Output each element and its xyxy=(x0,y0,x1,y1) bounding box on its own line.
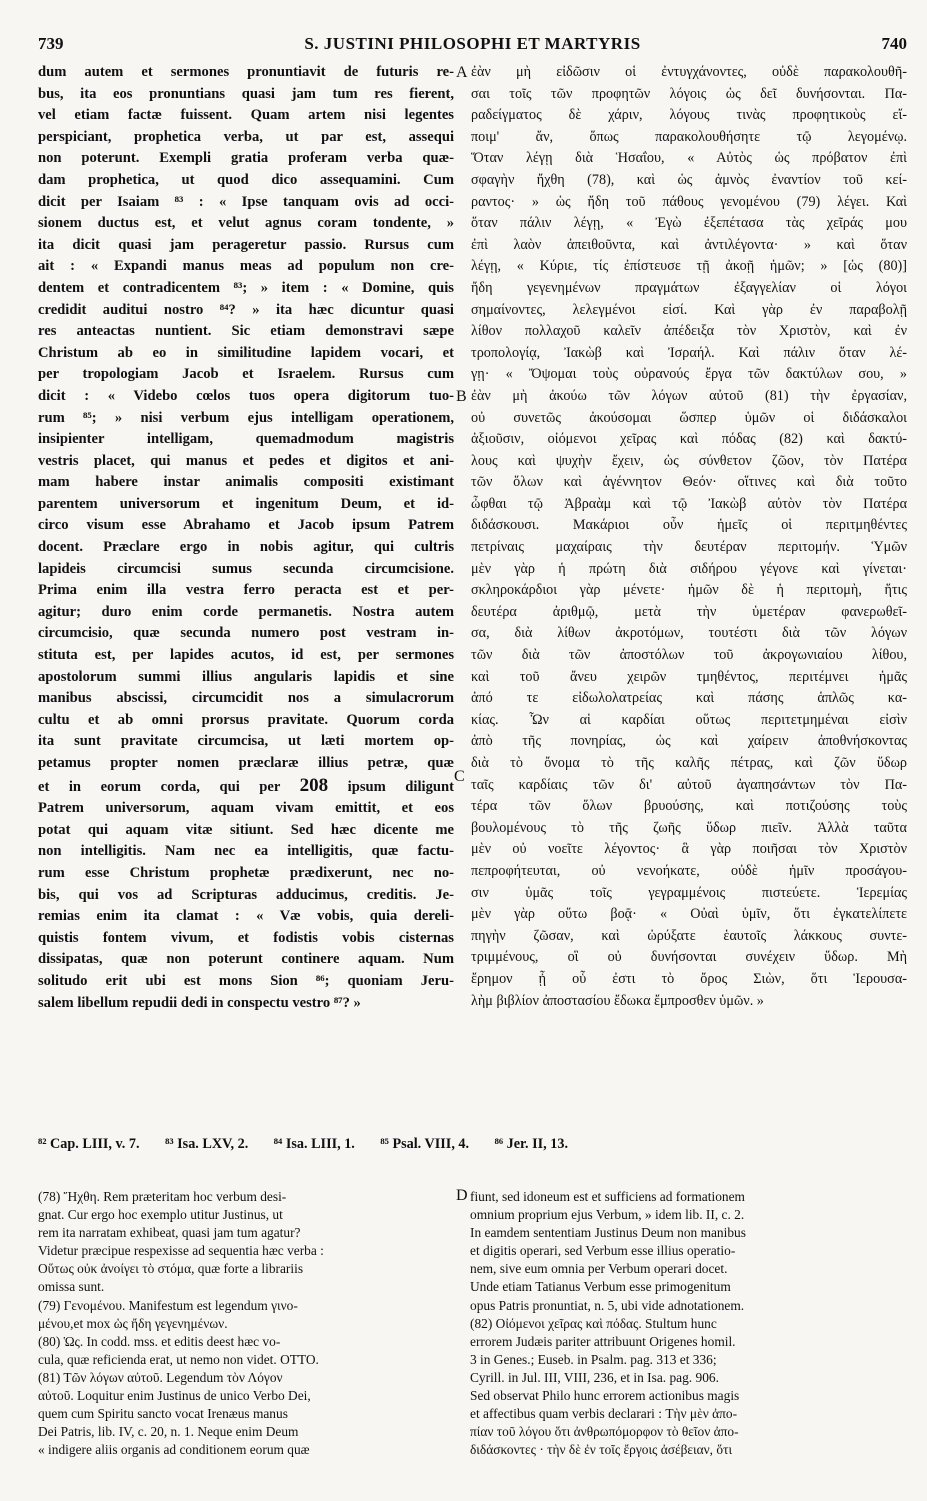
footnote-line: gnat. Cur ergo hoc exemplo utitur Justinus, ut xyxy=(38,1207,283,1223)
greek-line: Ὅταν λέγῃ διὰ Ἡσαΐου, « Αὐτὸς ὡς πρόβατον ἐπὶ xyxy=(471,150,907,167)
margin-marker-b: B xyxy=(456,388,467,405)
greek-line: μὲν γὰρ οὕτω βοᾷ· « Οὐαὶ ὑμῖν, ὅτι ἐγκατελίπετε xyxy=(471,906,907,923)
latin-line: stituta est, per lapides acutos, id est, per sermones xyxy=(38,647,454,664)
greek-line: οὐ συνετῶς ἀκούσομαι ὥσπερ ὑμῶν οἱ διδάσκαλοι xyxy=(471,409,907,426)
latin-line: non intelligitis. Nam nec ea intelligitis, quæ factu- xyxy=(38,843,454,860)
greek-line: ἐπὶ λαὸν ἀπειθοῦντα, καὶ ἀντιλέγοντα· » καὶ ὅταν xyxy=(471,236,907,253)
margin-marker-d: D xyxy=(456,1187,468,1204)
greek-line: ἐὰν μὴ ἀκούω τῶν λόγων αὐτοῦ (81) τὴν ἐργασίαν, xyxy=(471,387,907,404)
latin-line: agitur; duro enim corde permanetis. Nostra autem xyxy=(38,603,454,620)
latin-line: dissipatas, quæ non poterunt continere aquam. Num xyxy=(38,951,454,968)
footnotes-left xyxy=(38,1188,456,1459)
greek-line: σιν ὑμᾶς τοῖς γεγραμμένοις πιστεύετε. Ἱερεμίας xyxy=(471,884,907,901)
greek-line: σαι τοῖς τῶν προφητῶν λόγοις ὡς δεῖ δυνήσονται. Πα- xyxy=(471,85,907,102)
greek-line: σκληροκάρδιοι γὰρ μένετε· ἡμῶν δὲ ἡ περιτομὴ, ἥτις xyxy=(471,582,907,599)
greek-line: τριμμένους, οἳ οὐ δυνήσονται συνέχειν ὕδωρ. Μὴ xyxy=(471,949,907,966)
footnote-line: opus Patris pronuntiat, n. 5, ubi vide adnotationem. xyxy=(470,1297,745,1313)
greek-column xyxy=(471,62,907,1012)
latin-line: mam habere instar animalis compositi existimant xyxy=(38,474,454,491)
latin-line: credidit auditui nostro ⁸⁴? » ita hæc dicuntur quasi xyxy=(38,301,454,318)
greek-line: τῶν διὰ τῶν ἀποστόλων τοῦ ἀκρογωνιαίου λίθου, xyxy=(471,647,907,664)
greek-line: ἀπὸ τῆς πονηρίας, ὡς καὶ χαίρειν ἀποθνήσκοντας xyxy=(471,733,907,750)
footnote-line: Dei Patris, lib. IV, c. 20, n. 1. Neque enim Deum xyxy=(38,1424,299,1440)
greek-line: ραδείγματος δὲ χάριν, λόγους τινὰς προφητικοὺς εἴ- xyxy=(471,107,907,124)
greek-line: ραντος· » ὡς ἤδη τοῦ πάθους γενομένου (79) λέγει. Καὶ xyxy=(471,193,907,210)
greek-line: πηγὴν ζῶσαν, καὶ ὠρύξατε ἑαυτοῖς λάκκους συντε- xyxy=(471,927,907,944)
greek-line: ὅταν πάλιν λέγῃ, « Ἐγὼ ἐξεπέτασα τὰς χεῖράς μου xyxy=(471,215,907,232)
greek-line: πεπροφήτευται, οὐ νενοήκατε, οὐδὲ ἡμῖν προσάγου- xyxy=(471,862,907,879)
latin-line: rum esse Christum prophetæ prædixerunt, nec no- xyxy=(38,864,454,881)
footnote-line: fiunt, sed idoneum est et sufficiens ad formationem xyxy=(470,1189,745,1204)
scripture-references xyxy=(38,1136,907,1153)
greek-line: καὶ τοῦ ἄνευ χειρῶν τμηθέντος, περιτέμνει ἡμᾶς xyxy=(471,668,907,685)
latin-line: docent. Præclare ergo in nobis agitur, qui cultris xyxy=(38,539,454,556)
latin-line: vestris placet, qui manus et pedes et digitos et ani- xyxy=(38,452,454,469)
greek-line: ποιμ' ἄν, ὅπως παρακολουθήσητε τῷ λεγομένῳ. xyxy=(471,128,907,145)
inline-page-number: 208 xyxy=(299,774,329,796)
footnote-line: πίαν τοῦ λόγου ὅτι ἀνθρωπόμορφον τὸ θεῖον ἀπο- xyxy=(470,1424,739,1440)
footnote-line: (80) Ὡς. In codd. mss. et editis deest hæc vo- xyxy=(38,1333,281,1349)
latin-line: lapideis circumcisi sumus secunda circumcisione. xyxy=(38,560,454,577)
greek-line: πετρίναις μαχαίραις τὴν δευτέραν περιτομήν. Ὑμῶν xyxy=(471,539,907,556)
footnote-line: (82) Οἰόμενοι χεῖρας καὶ πόδας. Stultum hunc xyxy=(470,1315,717,1331)
reference-item: ⁸⁴ Isa. LIII, 1. xyxy=(273,1136,355,1152)
greek-line: τροπολογίᾳ, Ἰακὼβ καὶ Ἰσραήλ. Καὶ πάλιν ὅταν λέ- xyxy=(471,344,907,361)
footnote-line: (81) Τῶν λόγων αὐτοῦ. Legendum τὸν Λόγον xyxy=(38,1369,283,1385)
latin-line: apostolorum summi illius angularis lapidis et sine xyxy=(38,668,454,685)
reference-item: ⁸³ Isa. LXV, 2. xyxy=(165,1136,249,1152)
latin-line: solitudo erit ubi est mons Sion ⁸⁶; quoniam Jeru- xyxy=(38,972,454,989)
greek-line: σημαίνοντες, λελεγμένοι εἰσί. Καὶ γὰρ ἐν παραβολῇ xyxy=(471,301,907,318)
greek-line: τῶν ὅλων καὶ ἀγέννητον Θεόν· οἵτινες καὶ διὰ τοῦτο xyxy=(471,474,907,491)
greek-line: λους καὶ ψυχὴν ἔχειν, ὡς σύνθετον ζῶον, τὸν Πατέρα xyxy=(471,452,907,469)
latin-line: dam prophetica, ut quod dico assequamini. Cum xyxy=(38,171,454,188)
latin-line: non poterunt. Exempli gratia proferam verba quæ- xyxy=(38,150,454,167)
footnote-line: errorem Judæis pariter attribuunt Origenes homil. xyxy=(470,1333,736,1349)
latin-line: salem libellum repudii dedi in conspectu vestro ⁸⁷? » xyxy=(38,994,361,1011)
greek-line: τέρα τῶν ὅλων βρυούσης, καὶ ποτιζούσης τοὺς xyxy=(471,798,907,815)
footnote-line: Cyrill. in Jul. III, VIII, 236, et in Isa. pag. 906. xyxy=(470,1369,719,1385)
latin-line: insipienter intelligam, quemadmodum magistris xyxy=(38,431,454,448)
greek-line: βουλομένους τὸ τῆς ζωῆς ὕδωρ πιεῖν. Ἀλλὰ ταῦτα xyxy=(471,819,907,836)
greek-line: ἀπό τε εἰδωλολατρείας καὶ πάσης ἁπλῶς κα- xyxy=(471,690,907,707)
margin-marker-c: C xyxy=(454,768,465,785)
footnote-line: cula, quæ reficienda erat, ut nemo non videt. OTTO. xyxy=(38,1351,319,1367)
latin-line: manibus abscissi, circumcidit nos a simulacrorum xyxy=(38,690,454,707)
latin-line: dicit : « Videbo cœlos tuos opera digitorum tuo- xyxy=(38,387,454,404)
greek-line: λίθον πολλαχοῦ καλεῖν ἀπέδειξα τὸν Χριστὸν, καὶ ἐν xyxy=(471,323,907,340)
latin-line: parentem universorum et ingenitum Deum, et id- xyxy=(38,495,454,512)
greek-line: σα, διὰ λίθων ἀκροτόμων, τουτέστι διὰ τῶν λόγων xyxy=(471,625,907,642)
greek-line: δευτέρα ἀριθμῷ, μετὰ τὴν ὑμετέραν φανερωθεῖ- xyxy=(471,603,907,620)
latin-line: vel etiam factæ fuissent. Quam artem nisi legentes xyxy=(38,107,454,124)
greek-line: ἤδη γεγενημένων πραγμάτων ἐξαγγελίαν οἱ λόγοι xyxy=(471,279,907,296)
latin-line: res anteactas nuntient. Sic etiam demonstravi sæpe xyxy=(38,323,454,340)
running-title: S. JUSTINI PHILOSOPHI ET MARTYRIS xyxy=(304,34,641,53)
greek-line: μὲν οὐ νοεῖτε λέγοντος· ἃ γὰρ ποιῆσαι τὸν Χριστὸν xyxy=(471,841,907,858)
footnote-line: αὐτοῦ. Loquitur enim Justinus de unico Verbo Dei, xyxy=(38,1388,311,1404)
latin-line: petamus propter nomen præclaræ illius petræ, quæ xyxy=(38,755,454,771)
footnote-line: Sed observat Philo hunc errorem actionibus magis xyxy=(470,1388,740,1404)
latin-line: quistis fontem vivum, et fodistis vobis cisternas xyxy=(38,929,454,946)
greek-line: γῃ· « Ὄψομαι τοὺς οὐρανούς ἔργα τῶν δακτύλων σου, » xyxy=(471,366,907,383)
footnote-line: omnium proprium ejus Verbum, » idem lib. II, c. 2. xyxy=(470,1207,745,1223)
latin-line: ita sunt pravitate circumcisa, ut læti mortem op- xyxy=(38,733,454,750)
greek-line: ὦφθαι τῷ Ἀβραὰμ καὶ τῷ Ἰακὼβ αὐτὸν τὸν Πατέρα xyxy=(471,495,907,512)
footnote-line: Videtur præcipue respexisse ad sequentia hæc verba : xyxy=(38,1243,324,1259)
line-text: ipsum diligunt xyxy=(347,778,454,795)
latin-line: dentem et contradicentem ⁸³; » item : « Domine, quis xyxy=(38,279,454,296)
greek-line: διδάσκουσι. Μακάριοι οὖν ἡμεῖς οἱ περιτμηθέντες xyxy=(471,517,907,534)
latin-line xyxy=(38,775,454,799)
greek-line: ἐὰν μὴ εἰδῶσιν οἱ ἐντυγχάνοντες, οὐδὲ παρακολουθῆ- xyxy=(471,64,907,80)
latin-line: rum ⁸⁵; » nisi verbum ejus intelligam operationem, xyxy=(38,409,454,426)
greek-line: σφαγὴν ἤχθη (78), καὶ ὡς ἀμνὸς ἐναντίον τοῦ κεί- xyxy=(471,171,907,188)
footnote-line: 3 in Genes.; Euseb. in Psalm. pag. 313 et 336; xyxy=(470,1351,717,1367)
footnotes-right xyxy=(470,1188,907,1459)
latin-line: circo visum esse Abrahamo et Jacob ipsum Patrem xyxy=(38,517,454,534)
latin-line: Christum ab eo in similitudine lapidem vocari, et xyxy=(38,344,454,361)
footnote-line: Οὕτως οὐκ ἀνοίγει τὸ στόμα, quæ forte a librariis xyxy=(38,1261,304,1277)
greek-line: διὰ τὸ ὄνομα τὸ τῆς καλῆς πέτρας, καὶ ζῶν ὕδωρ xyxy=(471,755,907,771)
footnote-line: μένου,et mox ὡς ἤδη γεγενημένων. xyxy=(38,1315,228,1331)
margin-marker-a: A xyxy=(456,64,468,81)
running-header xyxy=(38,34,907,54)
footnote-line: et affectibus quam verbis declarari : Τὴν μὲν ἀπο- xyxy=(470,1406,738,1422)
greek-line: μὲν γὰρ ἡ πρώτη διὰ σιδήρου γέγονε καὶ γίνεται· xyxy=(471,560,907,577)
footnote-line: (78) Ἤχθη. Rem præteritam hoc verbum desi- xyxy=(38,1189,287,1204)
latin-line: ita dicit quasi jam perageretur passio. Rursus cum xyxy=(38,236,454,253)
footnote-line: Unde etiam Tatianus Verbum esse primogenitum xyxy=(470,1279,731,1295)
latin-line: per tropologiam Jacob et Israelem. Rursus cum xyxy=(38,366,454,383)
page-number-right: 740 xyxy=(881,34,907,53)
footnote-line: In eamdem sententiam Justinus Deum non manibus xyxy=(470,1225,746,1241)
latin-line: sionem ductus est, et velut agnus coram tondente, » xyxy=(38,215,454,232)
greek-line: κίας. Ὧν αἱ καρδίαι οὕτως περιτετμημέναι εἰσὶν xyxy=(471,711,907,728)
latin-line: bus, ita eos pronuntians quasi jam tum res fierent, xyxy=(38,85,454,102)
latin-column xyxy=(38,62,454,1014)
reference-item: ⁸⁵ Psal. VIII, 4. xyxy=(380,1136,470,1152)
latin-line: circumcisio, quæ secunda numero post vestram in- xyxy=(38,625,454,642)
latin-line: dicit per Isaiam ⁸³ : « Ipse tanquam ovis ad occi- xyxy=(38,193,454,210)
latin-line: Patrem universorum, aquam vivam emittit, et eos xyxy=(38,800,454,817)
latin-line: perspiciant, prophetica verba, ut par est, assequi xyxy=(38,128,454,145)
footnote-line: « indigere aliis organis ad conditionem eorum quæ xyxy=(38,1442,310,1458)
greek-line: ἔρημον ᾖ οὗ ἐστι τὸ ὄρος Σιὼν, ὅτι Ἱερουσα- xyxy=(471,970,907,987)
footnote-line: omissa sunt. xyxy=(38,1279,105,1295)
greek-line: λέγῃ, « Κύριε, τίς ἐπίστευσε τῇ ἀκοῇ ἡμῶν; » [ὡς (80)] xyxy=(471,258,907,275)
latin-line: Prima enim illa vestra ferro peracta est et per- xyxy=(38,582,454,599)
footnote-line: nem, sive eum omnia per Verbum operari docet. xyxy=(470,1261,728,1277)
latin-line: dum autem et sermones pronuntiavit de futuris re- xyxy=(38,64,454,80)
reference-item: ⁸² Cap. LIII, v. 7. xyxy=(38,1136,140,1152)
latin-line: potat qui aquam vitæ sitiunt. Sed hæc dicente me xyxy=(38,821,454,838)
greek-line: λὴμ βιβλίον ἀποστασίου ἔδωκα ἔμπροσθεν ὑμῶν. » xyxy=(471,992,764,1009)
page-number-left: 739 xyxy=(38,34,64,53)
latin-line: cultu et ab omni prorsus pravitate. Quorum corda xyxy=(38,711,454,728)
latin-line: ait : « Expandi manus meas ad populum non cre- xyxy=(38,258,454,275)
line-text: et in eorum corda, qui per xyxy=(38,778,281,795)
greek-line: ἀξιοῦσιν, οἰόμενοι χεῖρας καὶ πόδας (82) καὶ δακτύ- xyxy=(471,431,907,448)
footnote-line: rem ita narratam exhibeat, quasi jam tum agatur? xyxy=(38,1225,301,1241)
greek-line: ταῖς καρδίαις τῶν δι' αὐτοῦ ἀγαπησάντων τὸν Πα- xyxy=(471,776,907,793)
footnote-line: (79) Γενομένου. Manifestum est legendum γινο- xyxy=(38,1297,298,1313)
latin-line: bis, qui vos ad Scripturas adducimus, creditis. Je- xyxy=(38,886,454,903)
footnote-line: διδάσκοντες · τὴν δὲ ἐν τοῖς ἔργοις ἀσέβειαν, ὅτι xyxy=(470,1442,733,1458)
latin-line: remias enim ita clamat : « Væ vobis, quia dereli- xyxy=(38,908,454,925)
footnote-line: et digitis operari, sed Verbum esse illius operatio- xyxy=(470,1243,736,1259)
reference-item: ⁸⁶ Jer. II, 13. xyxy=(494,1136,569,1152)
footnote-line: quem cum Spiritu sancto vocat Irenæus manus xyxy=(38,1406,288,1422)
